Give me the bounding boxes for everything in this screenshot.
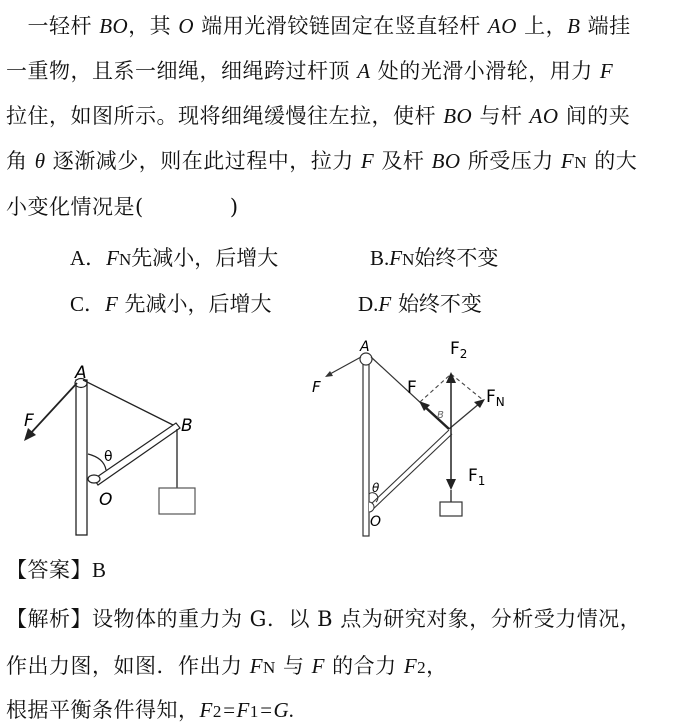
answer-value: B <box>92 558 107 582</box>
symbol: F <box>599 59 614 83</box>
option-b <box>370 242 498 272</box>
option-text: 始终不变 <box>397 292 482 316</box>
symbol: θ <box>34 149 46 173</box>
text: 一重物，且系一细绳，细绳跨过杆顶 <box>6 59 358 83</box>
dashed-line <box>420 374 451 402</box>
subscript: 2 <box>212 702 222 721</box>
symbol: AO <box>529 104 559 128</box>
text: 小变化情况是( <box>6 195 144 219</box>
arrowhead-icon <box>325 371 333 377</box>
symbol: =G. <box>258 698 295 722</box>
text: 及杆 <box>374 149 432 173</box>
answer-line <box>6 554 107 584</box>
question-line-1 <box>6 10 631 40</box>
label-f: F <box>24 411 34 431</box>
label-f2: $F_2$ <box>450 339 468 361</box>
subscript: 2 <box>417 658 427 677</box>
symbol: F <box>378 292 392 316</box>
symbol: B <box>567 14 581 38</box>
symbol: F <box>560 149 575 173</box>
text: 端挂 <box>580 14 631 38</box>
text: 拉住，如图所示。现将细绳缓慢往左拉，使杆 <box>6 104 444 128</box>
figure-2-force-diagram <box>290 330 550 550</box>
option-text: 先减小，后增大 <box>131 246 279 270</box>
text: 根据平衡条件得知， <box>6 698 200 722</box>
label-f-left: F <box>312 378 321 396</box>
analysis-line-3 <box>6 694 295 724</box>
question-line-4 <box>6 145 637 175</box>
hinge-icon <box>369 502 374 512</box>
rod-ob-edge <box>370 434 452 512</box>
text: ， <box>426 654 448 678</box>
figure-1-diagram <box>0 350 260 550</box>
symbol: BO <box>431 149 461 173</box>
symbol: =F <box>221 698 250 722</box>
analysis-label: 【解析】 <box>6 607 92 631</box>
text: 一轻杆 <box>6 14 100 38</box>
analysis-line-1 <box>6 603 641 633</box>
text: 处的光滑小滑轮，用力 <box>370 59 600 83</box>
symbol: O <box>178 14 195 38</box>
label-o: O <box>99 490 113 510</box>
symbol: BO <box>443 104 473 128</box>
symbol: F <box>106 246 119 270</box>
symbol: BO <box>99 14 129 38</box>
subscript: N <box>263 658 276 677</box>
text: 的大 <box>587 149 638 173</box>
text: ，其 <box>128 14 179 38</box>
arrowhead-icon <box>446 479 456 490</box>
symbol: F <box>199 698 213 722</box>
weight-block <box>440 502 462 516</box>
label-theta: θ <box>104 449 113 465</box>
subscript: N <box>574 153 588 172</box>
rod-ob <box>369 430 449 506</box>
dashed-line <box>451 374 483 400</box>
option-a <box>70 242 278 272</box>
subscript: N <box>119 250 132 269</box>
label-a: A <box>75 363 87 383</box>
label-fn: $F_N$ <box>486 387 505 409</box>
symbol: F <box>105 292 118 316</box>
rope <box>83 380 177 427</box>
text: 所受压力 <box>460 149 561 173</box>
force-fn-vector <box>449 403 480 429</box>
answer-label: 【答案】 <box>6 558 92 582</box>
symbol: AO <box>487 14 517 38</box>
label-f1: $F_1$ <box>468 466 486 488</box>
text: ) <box>229 195 239 219</box>
text: 的合力 <box>324 654 404 678</box>
label-b: B <box>181 416 193 436</box>
question-line-2 <box>6 55 613 85</box>
subscript: N <box>402 250 415 269</box>
text: 与 <box>275 654 312 678</box>
option-letter: A． <box>70 246 107 270</box>
question-line-3 <box>6 100 630 130</box>
hinge-icon <box>88 475 100 483</box>
subscript: 1 <box>249 702 259 721</box>
label-a: A <box>360 339 370 355</box>
option-letter: C． <box>70 292 106 316</box>
symbol: F <box>389 246 403 270</box>
rod-ao <box>363 358 369 536</box>
symbol: F <box>360 149 375 173</box>
text: 角 <box>6 149 35 173</box>
force-f-arrow <box>30 383 77 434</box>
force-f-left <box>330 357 361 374</box>
symbol: F <box>311 654 325 678</box>
symbol: F <box>403 654 418 678</box>
text: 逐渐减少，则在此过程中，拉力 <box>45 149 361 173</box>
text: 间的夹 <box>558 104 631 128</box>
symbol: A <box>357 59 371 83</box>
label-b: B <box>437 410 444 421</box>
text: 作出力图，如图．作出力 <box>6 654 250 678</box>
text: 上， <box>516 14 568 38</box>
analysis-text: 设物体的重力为 G．以 B 点为研究对象，分析受力情况， <box>92 607 642 631</box>
text: 与杆 <box>472 104 530 128</box>
question-line-5 <box>6 191 239 221</box>
label-o: O <box>370 514 382 530</box>
option-text: 先减小，后增大 <box>124 292 272 316</box>
analysis-line-2 <box>6 650 448 680</box>
text: 端用光滑铰链固定在竖直轻杆 <box>194 14 488 38</box>
option-d <box>358 288 482 318</box>
symbol: F <box>249 654 264 678</box>
weight-block <box>159 488 195 514</box>
label-f: F <box>407 378 417 398</box>
option-text: 始终不变 <box>414 246 499 270</box>
option-c <box>70 288 272 318</box>
label-theta: θ <box>372 481 380 495</box>
rod-ao <box>76 380 87 535</box>
option-letter: D. <box>358 292 379 316</box>
option-letter: B. <box>370 246 390 270</box>
blank <box>144 195 230 219</box>
